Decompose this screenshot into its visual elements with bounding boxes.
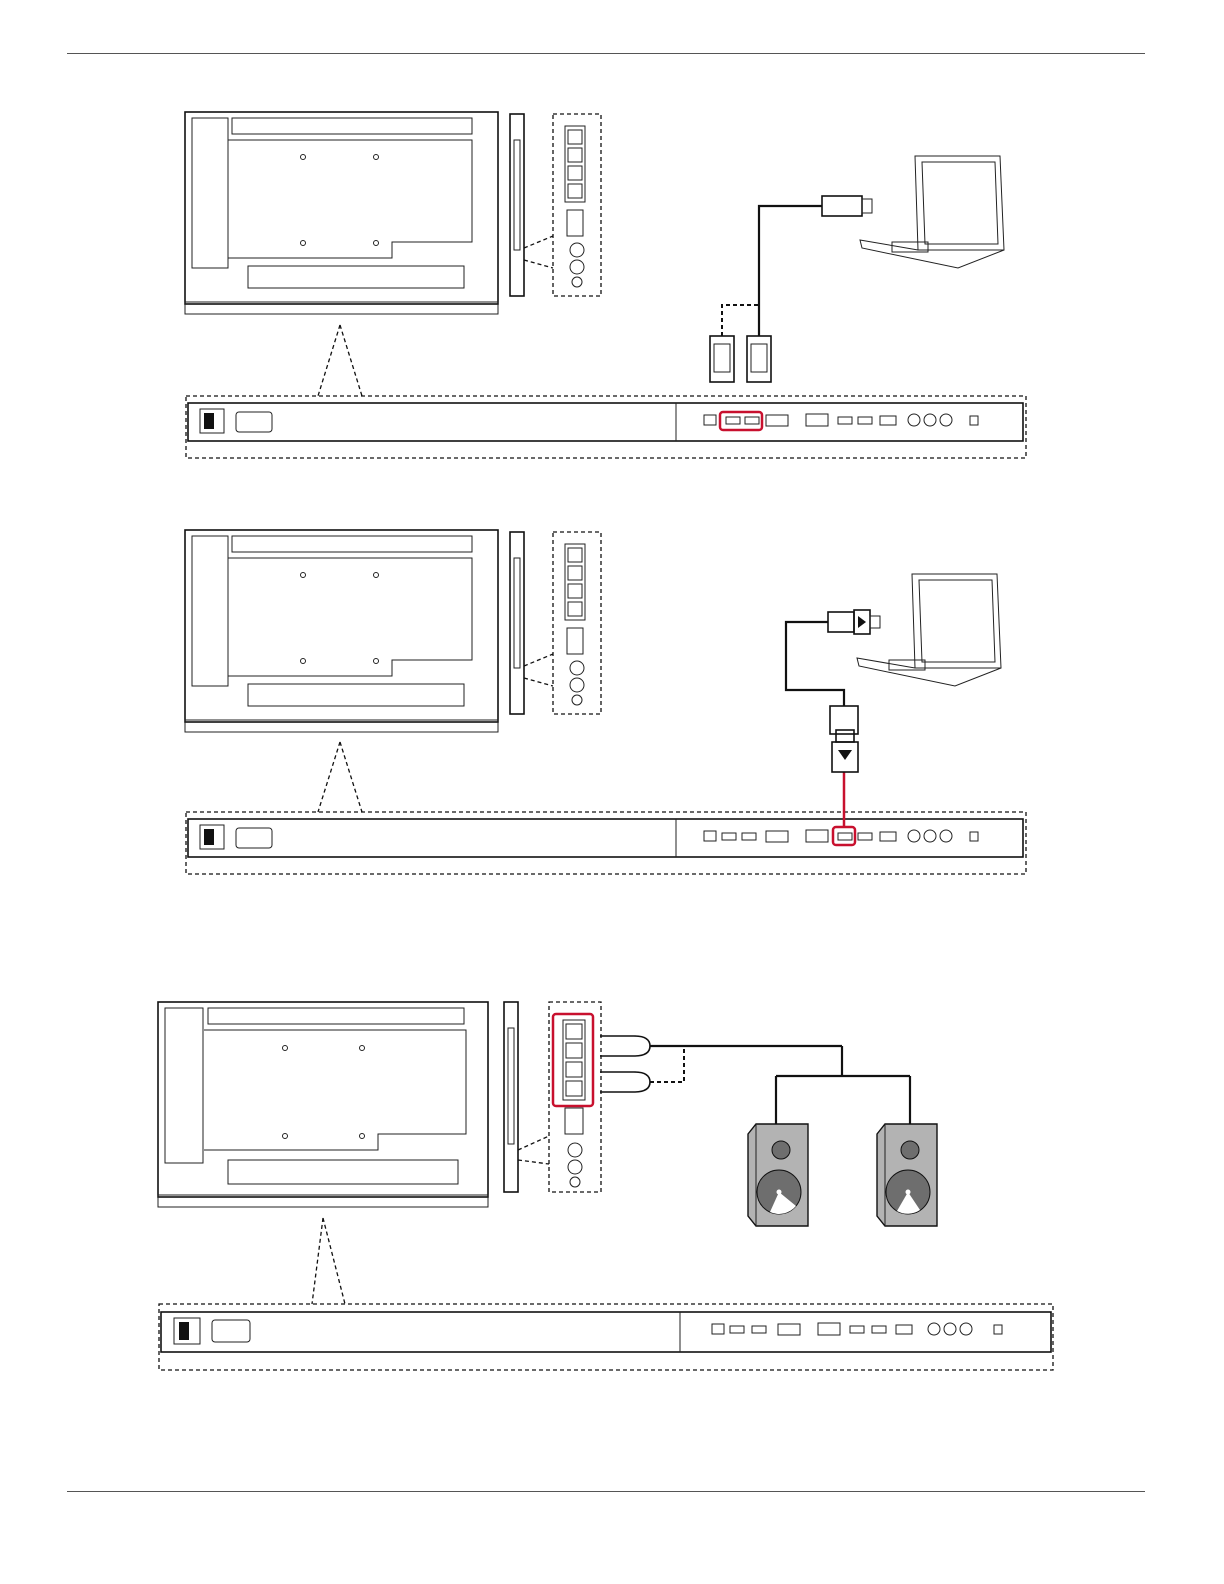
diagram-speakers <box>0 990 1224 1380</box>
speaker-icon <box>748 1124 808 1226</box>
diagram-hdmi <box>0 100 1224 470</box>
header-rule <box>67 53 1145 54</box>
monitor-side-icon <box>510 532 524 714</box>
speaker-wire <box>600 1036 910 1124</box>
terminal-panel-icon <box>524 532 601 714</box>
displayport-plug-icon <box>830 706 858 772</box>
terminal-panel-icon <box>524 114 601 296</box>
displayport-connection-svg <box>0 520 1224 890</box>
laptop-icon <box>857 574 1001 686</box>
laptop-icon <box>860 156 1004 268</box>
speaker-terminal-highlight <box>553 1014 593 1106</box>
monitor-side-icon <box>504 1002 518 1192</box>
monitor-rear-icon <box>185 530 498 732</box>
displayport-plug-icon <box>828 610 880 634</box>
footer-rule <box>67 1491 1145 1492</box>
speaker-connection-svg <box>0 990 1224 1380</box>
hdmi-plug-icon <box>710 336 771 382</box>
monitor-side-icon <box>510 114 524 296</box>
hdmi-plug-icon <box>822 196 872 216</box>
io-panel-icon <box>186 396 1026 458</box>
io-panel-icon <box>159 1304 1053 1370</box>
monitor-rear-icon <box>158 1002 488 1207</box>
hdmi-connection-svg <box>0 100 1224 470</box>
monitor-rear-icon <box>185 112 498 314</box>
diagram-displayport <box>0 520 1224 890</box>
terminal-panel-icon <box>518 1002 601 1192</box>
io-panel-icon <box>186 812 1026 874</box>
speaker-icon <box>877 1124 937 1226</box>
